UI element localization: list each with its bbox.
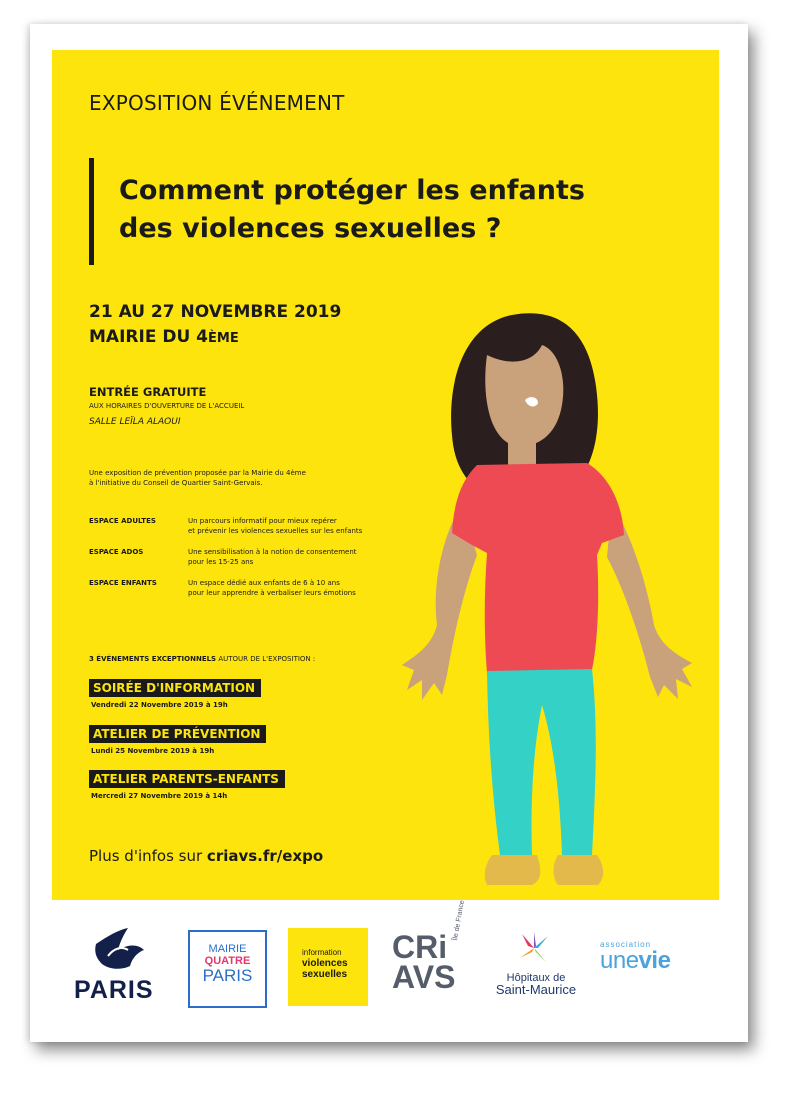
face: [485, 345, 563, 446]
criavs-line-1: CRi: [392, 929, 448, 965]
information-violences-sexuelles-logo: [288, 928, 368, 1006]
paris-wordmark: PARIS: [74, 976, 154, 1004]
unevie-small: association: [600, 940, 652, 949]
entry-title: ENTRÉE GRATUITE: [89, 385, 207, 399]
event-date: Lundi 25 Novembre 2019 à 19h: [91, 747, 215, 755]
title-line-1: Comment protéger les enfants: [119, 175, 585, 206]
ivs-line-3: sexuelles: [302, 969, 348, 980]
mairie-quatre-paris-logo: [188, 930, 267, 1008]
space-desc-line: Un espace dédié aux enfants de 6 à 10 ans: [188, 579, 340, 587]
event-label: ATELIER DE PRÉVENTION: [89, 725, 266, 743]
association-une-vie-logo: [600, 940, 670, 973]
space-desc-line: et prévenir les violences sexuelles sur les enfants: [188, 527, 363, 535]
criavs-logo: [392, 929, 456, 995]
unevie-vie: vie: [638, 947, 671, 974]
paris-emblem-icon: [88, 926, 148, 974]
child-illustration: [392, 295, 719, 900]
event-atelier-prevention: [89, 723, 266, 755]
event-dates: [89, 300, 341, 351]
partner-logos: [52, 900, 719, 1030]
space-description: [188, 547, 408, 567]
more-info: [89, 847, 323, 865]
space-name: ESPACE ADULTES: [89, 517, 156, 525]
unevie-wordmark: [600, 949, 670, 973]
neck: [508, 443, 536, 465]
venue: [89, 325, 341, 351]
hopitaux-saint-maurice-logo: [488, 972, 584, 996]
space-description: [188, 516, 408, 536]
ivs-logo-text: [302, 948, 348, 980]
event-date: Vendredi 22 Novembre 2019 à 19h: [91, 701, 228, 709]
space-row-ados: [89, 547, 419, 567]
event-soiree: [89, 677, 261, 709]
mairie-logo-text: [190, 943, 265, 985]
poster: [52, 50, 719, 900]
paris-logo: [74, 926, 164, 1005]
event-label: SOIRÉE D'INFORMATION: [89, 679, 261, 697]
quatre-line: QUATRE: [204, 955, 251, 967]
intro-text: [89, 468, 409, 488]
pants: [487, 669, 596, 855]
event-date: Mercredi 27 Novembre 2019 à 14h: [91, 792, 228, 800]
space-row-adultes: [89, 516, 419, 536]
shirt: [452, 463, 624, 673]
venue-name: MAIRIE DU 4: [89, 327, 209, 347]
poster-title: [119, 172, 659, 248]
more-info-link[interactable]: criavs.fr/expo: [206, 847, 324, 865]
unevie-une: une: [600, 947, 639, 974]
criavs-line-2: AVS: [392, 959, 456, 995]
events-intro-bold: 3 ÉVÉNEMENTS EXCEPTIONNELS: [89, 655, 217, 663]
ivs-line-2: violences: [302, 958, 348, 969]
event-atelier-parents: [89, 768, 285, 800]
left-shoe: [485, 855, 541, 885]
events-intro-rest: AUTOUR DE L'EXPOSITION :: [216, 655, 316, 663]
paris-line: PARIS: [202, 966, 253, 985]
poster-kicker: EXPOSITION ÉVÉNEMENT: [89, 91, 345, 115]
venue-suffix: ÈME: [208, 331, 239, 346]
title-line-2: des violences sexuelles ?: [119, 213, 502, 244]
space-name: ESPACE ADOS: [89, 548, 144, 556]
intro-line-2: à l'initiative du Conseil de Quartier Saint-Gervais.: [89, 479, 263, 487]
more-info-prefix: Plus d'infos sur: [89, 847, 207, 865]
entry-room: SALLE LEÏLA ALAOUI: [89, 417, 181, 427]
events-intro: [89, 655, 315, 663]
hopitaux-saint-maurice-emblem-icon: [514, 928, 554, 968]
intro-line-1: Une exposition de prévention proposée par la Mairie du 4ème: [89, 469, 306, 477]
space-desc-line: pour leur apprendre à verbaliser leurs émotions: [188, 589, 356, 597]
space-description: [188, 578, 408, 598]
space-desc-line: pour les 15-25 ans: [188, 558, 254, 566]
criavs-region: Île de France: [452, 899, 466, 942]
entry-info: [89, 385, 244, 427]
event-label: ATELIER PARENTS-ENFANTS: [89, 770, 285, 788]
space-desc-line: Une sensibilisation à la notion de consentement: [188, 548, 357, 556]
space-desc-line: Un parcours informatif pour mieux repérer: [188, 517, 337, 525]
ivs-line-1: information: [302, 948, 342, 957]
mairie-line: MAIRIE: [208, 943, 247, 955]
spaces-list: [89, 516, 419, 609]
right-shoe: [554, 855, 604, 885]
hsm-line-2: Saint-Maurice: [495, 982, 577, 997]
entry-hours: AUX HORAIRES D'OUVERTURE DE L'ACCUEIL: [89, 402, 245, 410]
hsm-line-1: Hôpitaux de: [506, 972, 566, 984]
date-range: 21 AU 27 NOVEMBRE 2019: [89, 302, 342, 322]
space-row-enfants: [89, 578, 419, 598]
space-name: ESPACE ENFANTS: [89, 579, 157, 587]
title-accent-bar: [89, 158, 94, 265]
